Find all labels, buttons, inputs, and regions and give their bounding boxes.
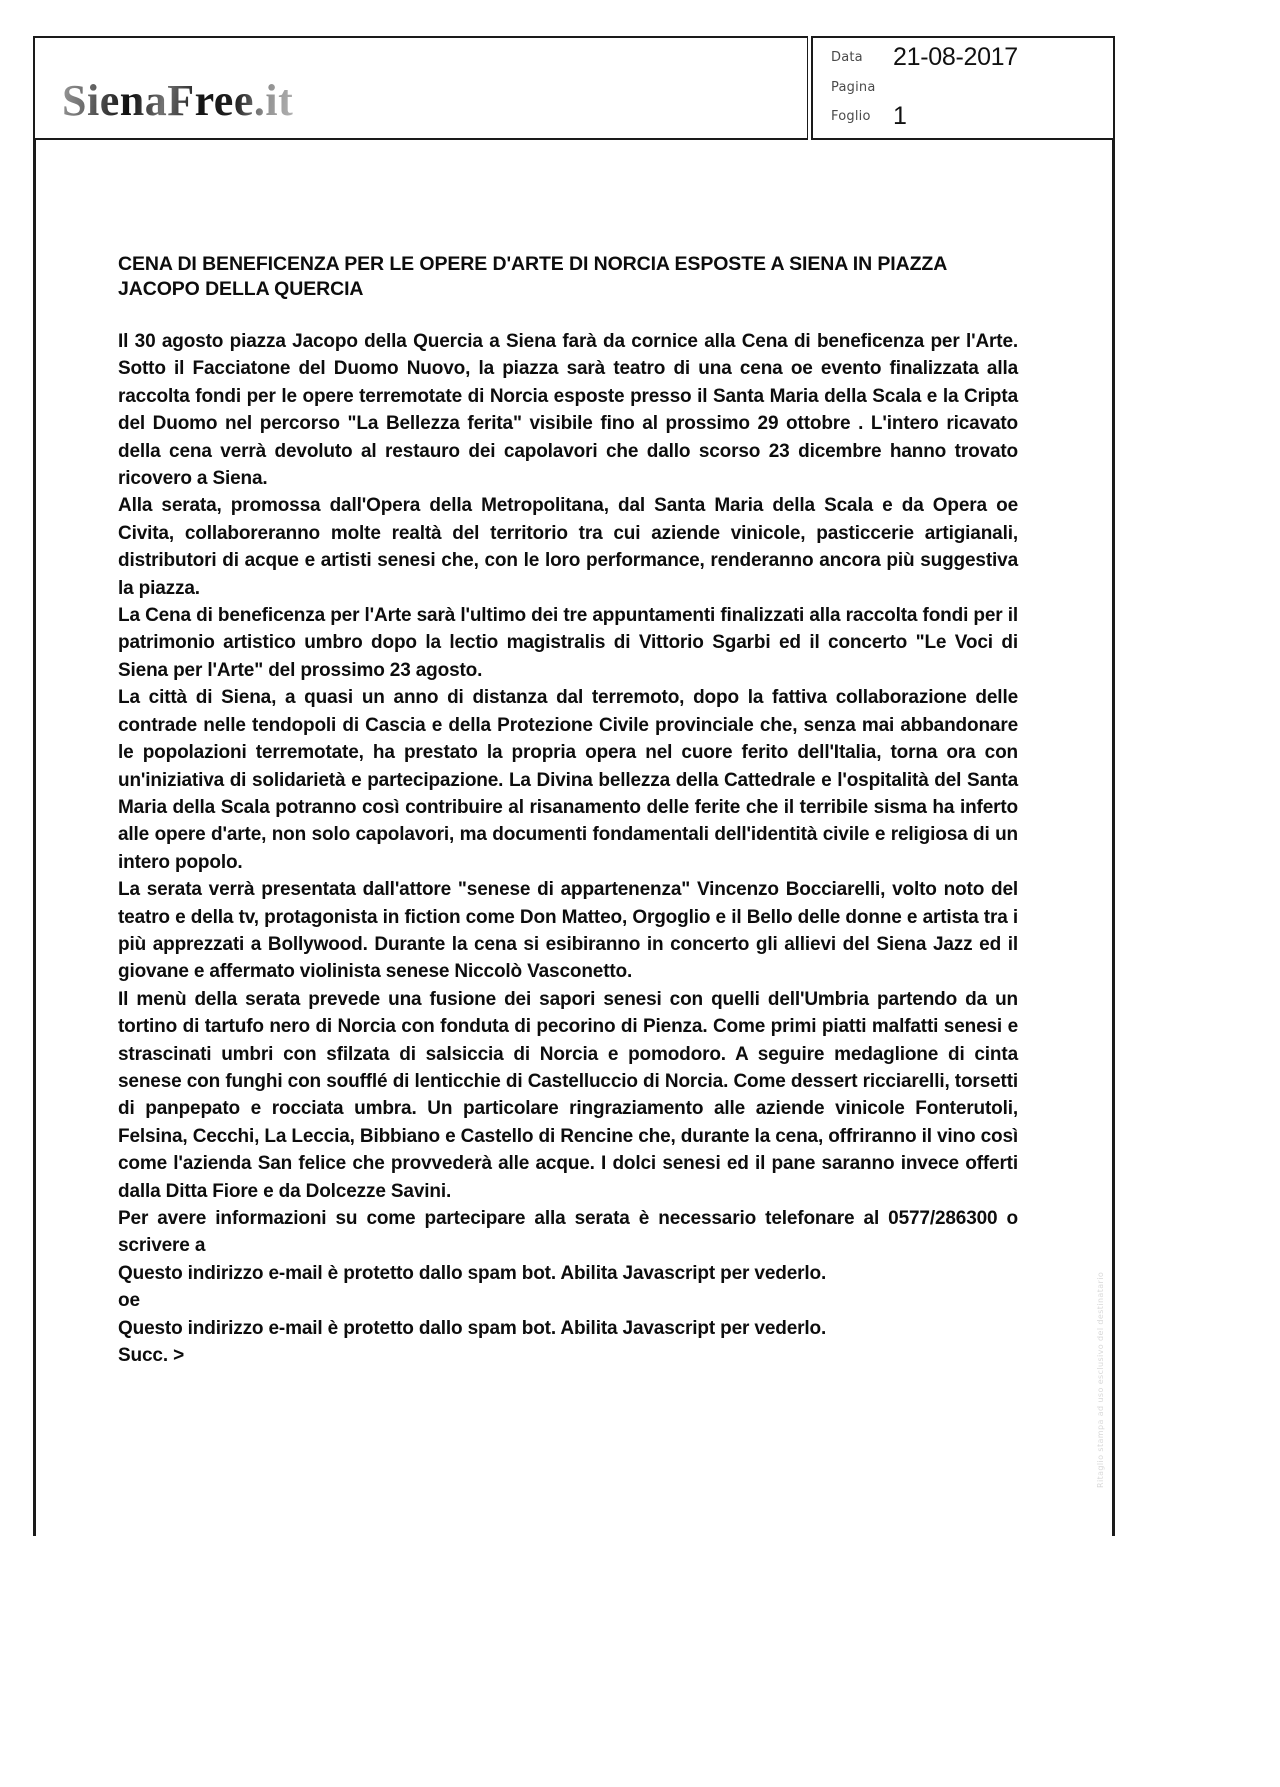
article-paragraph-contact: Per avere informazioni su come partecipare alla serata è necessario telefonare al 0577/286300 o scrivere a bbox=[118, 1208, 1018, 1257]
meta-row-foglio bbox=[813, 102, 1113, 138]
article-paragraph: Il menù della serata prevede una fusione dei sapori senesi con quelli dell'Umbria partendo da un tortino di tartufo nero di Norcia con fonduta di pecorino di Pienza. Come primi piatti malfatti senesi e strascinati umbri con sfilzata di salsiccia di Norcia e pomodoro. A seguire medaglione di cinta senese con funghi con soufflé di lenticchie di Castelluccio di Norcia. Come dessert ricciarelli, torsetti di panpepato e rocciata umbra. Un particolare ringraziamento alle aziende vinicole Fonterutoli, Felsina, Cecchi, La Leccia, Bibbiano e Castello di Rencine che, durante la cena, offriranno il vino così come l'azienda San felice che provvederà alle acque. I dolci senesi ed il pane saranno invece offerti dalla Ditta Fiore e da Dolcezze Savini. bbox=[118, 988, 1018, 1202]
email-protected-notice: Questo indirizzo e-mail è protetto dallo spam bot. Abilita Javascript per vederlo. bbox=[118, 1317, 827, 1339]
ocr-artifact-line: oe bbox=[118, 1290, 140, 1312]
publication-logo-box bbox=[33, 36, 808, 140]
meta-value-data: 21-08-2017 bbox=[893, 43, 1018, 71]
article bbox=[118, 252, 1018, 1369]
article-paragraph: Il 30 agosto piazza Jacopo della Quercia a Siena farà da cornice alla Cena di beneficenza per l'Arte. Sotto il Facciatone del Duomo Nuovo, la piazza sarà teatro di una cena oe evento finalizzata alla raccolta fondi per le opere terremotate di Norcia esposte presso il Santa Maria della Scala e la Cripta del Duomo nel percorso "La Bellezza ferita" visibile fino al prossimo 29 ottobre . L'intero ricavato della cena verrà devoluto al restauro dei capolavori che dallo scorso 23 dicembre hanno trovato ricovero a Siena. bbox=[118, 331, 1018, 490]
meta-label-data: Data bbox=[831, 50, 863, 65]
meta-value-foglio: 1 bbox=[893, 102, 907, 130]
page-frame-left-rule bbox=[33, 36, 36, 1536]
meta-row-data bbox=[813, 43, 1113, 79]
meta-row-pagina bbox=[813, 77, 1113, 109]
publication-logo: SienaFree.it bbox=[62, 76, 294, 125]
clipping-header bbox=[33, 36, 1115, 140]
article-paragraph: La serata verrà presentata dall'attore "senese di appartenenza" Vincenzo Bocciarelli, volto noto del teatro e della tv, protagonista in fiction come Don Matteo, Orgoglio e il Bello delle donne e artista tra i più apprezzati a Bollywood. Durante la cena si esibiranno in concerto gli allievi del Siena Jazz ed il giovane e affermato violinista senese Niccolò Vasconetto. bbox=[118, 879, 1018, 983]
email-protected-notice: Questo indirizzo e-mail è protetto dallo spam bot. Abilita Javascript per vederlo. bbox=[118, 1262, 827, 1284]
article-body bbox=[118, 328, 1018, 1369]
article-paragraph: Alla serata, promossa dall'Opera della Metropolitana, dal Santa Maria della Scala e da Opera oe Civita, collaboreranno molte realtà del territorio tra cui aziende vinicole, pasticcerie artigianali, distributori di acque e artisti senesi che, con le loro performance, renderanno ancora più suggestiva la piazza. bbox=[118, 495, 1018, 599]
article-paragraph: La città di Siena, a quasi un anno di distanza dal terremoto, dopo la fattiva collaborazione delle contrade nelle tendopoli di Cascia e della Protezione Civile provinciale che, senza mai abbandonare le popolazioni terremotate, ha prestato la propria opera nel cuore ferito dell'Italia, torna ora con un'iniziativa di solidarietà e partecipazione. La Divina bellezza della Cattedrale e l'ospitalità del Santa Maria della Scala potranno così contribuire al risanamento delle ferite che il terribile sisma ha inferto alle opere d'arte, non solo capolavori, ma documenti fondamentali dell'identità civile e religiosa di un intero popolo. bbox=[118, 687, 1018, 873]
page-frame-right-rule bbox=[1112, 140, 1115, 1536]
clipping-meta-box bbox=[811, 36, 1115, 140]
meta-label-pagina: Pagina bbox=[831, 80, 876, 95]
scan-margin-artifact: Ritaglio stampa ad uso esclusivo del destinatario bbox=[1096, 1271, 1105, 1488]
next-link[interactable]: Succ. > bbox=[118, 1345, 185, 1367]
meta-label-foglio: Foglio bbox=[831, 109, 871, 124]
article-title: CENA DI BENEFICENZA PER LE OPERE D'ARTE DI NORCIA ESPOSTE A SIENA IN PIAZZA JACOPO DELLA QUERCIA bbox=[118, 253, 947, 300]
article-paragraph: La Cena di beneficenza per l'Arte sarà l'ultimo dei tre appuntamenti finalizzati alla raccolta fondi per il patrimonio artistico umbro dopo la lectio magistralis di Vittorio Sgarbi ed il concerto "Le Voci di Siena per l'Arte" del prossimo 23 agosto. bbox=[118, 605, 1018, 681]
